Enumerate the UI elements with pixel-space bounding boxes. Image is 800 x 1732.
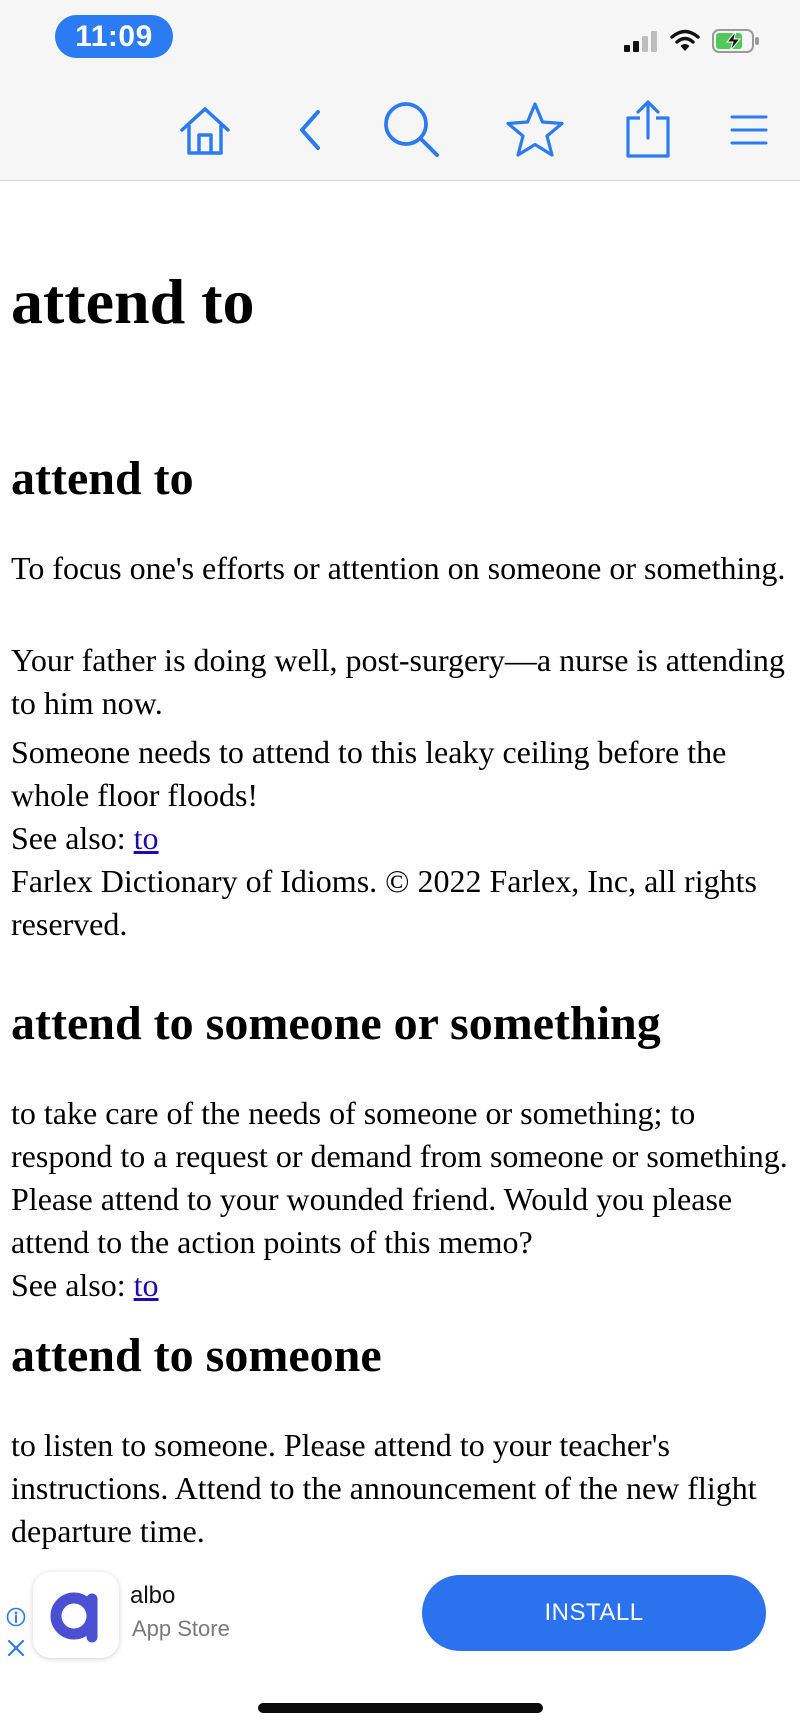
share-icon <box>624 100 672 160</box>
search-icon <box>381 99 443 161</box>
home-icon <box>178 103 232 157</box>
app-logo[interactable] <box>33 1572 119 1658</box>
share-button[interactable] <box>613 95 683 165</box>
entry-heading: attend to someone <box>11 1329 382 1382</box>
back-icon <box>290 106 330 154</box>
source-credit: Farlex Dictionary of Idioms. © 2022 Farlex, Inc, all rights reserved. <box>11 863 757 942</box>
page-title: attend to <box>11 266 255 337</box>
entry-definition: to listen to someone. Please attend to your teacher's instructions. Attend to the announcement of the new flight departure time. <box>11 1427 757 1549</box>
menu-button[interactable] <box>714 95 784 165</box>
close-icon[interactable] <box>6 1638 26 1658</box>
home-button[interactable] <box>170 95 240 165</box>
install-button[interactable]: INSTALL <box>422 1575 766 1651</box>
battery-charging-icon <box>712 28 760 59</box>
bookmark-button[interactable] <box>500 95 570 165</box>
see-also <box>11 1264 791 1307</box>
back-button[interactable] <box>275 95 345 165</box>
toolbar <box>0 95 800 175</box>
see-also <box>11 817 791 860</box>
entry-heading: attend to <box>11 452 194 505</box>
albo-logo-icon <box>46 1585 106 1645</box>
ad-banner <box>0 1572 800 1664</box>
entry-definition: to take care of the needs of someone or something; to respond to a request or demand from someone or something. Please attend to your wounded friend. Would you please attend to the action points of this memo? <box>11 1095 788 1260</box>
see-also-link[interactable]: to <box>133 820 159 856</box>
menu-icon <box>729 112 769 148</box>
see-also-label: See also: <box>11 1267 126 1303</box>
wifi-icon <box>670 29 700 58</box>
search-button[interactable] <box>377 95 447 165</box>
status-time: 11:09 <box>55 15 173 58</box>
app-store-label: App Store <box>132 1616 230 1641</box>
home-indicator <box>258 1703 543 1713</box>
entry-heading: attend to someone or something <box>11 997 661 1050</box>
signal-icon <box>624 30 658 57</box>
star-icon <box>505 101 565 159</box>
status-icons <box>624 28 760 58</box>
app-name: albo <box>130 1582 176 1609</box>
entry-example: Someone needs to attend to this leaky ceiling before the whole floor floods! <box>11 734 727 813</box>
see-also-label: See also: <box>11 820 126 856</box>
see-also-link[interactable]: to <box>133 1267 159 1303</box>
entry-definition: To focus one's efforts or attention on someone or something. <box>11 550 786 586</box>
entry-example: Your father is doing well, post-surgery—a nurse is attending to him now. <box>11 642 785 721</box>
browser-toolbar <box>0 0 800 181</box>
info-icon[interactable] <box>6 1607 26 1627</box>
